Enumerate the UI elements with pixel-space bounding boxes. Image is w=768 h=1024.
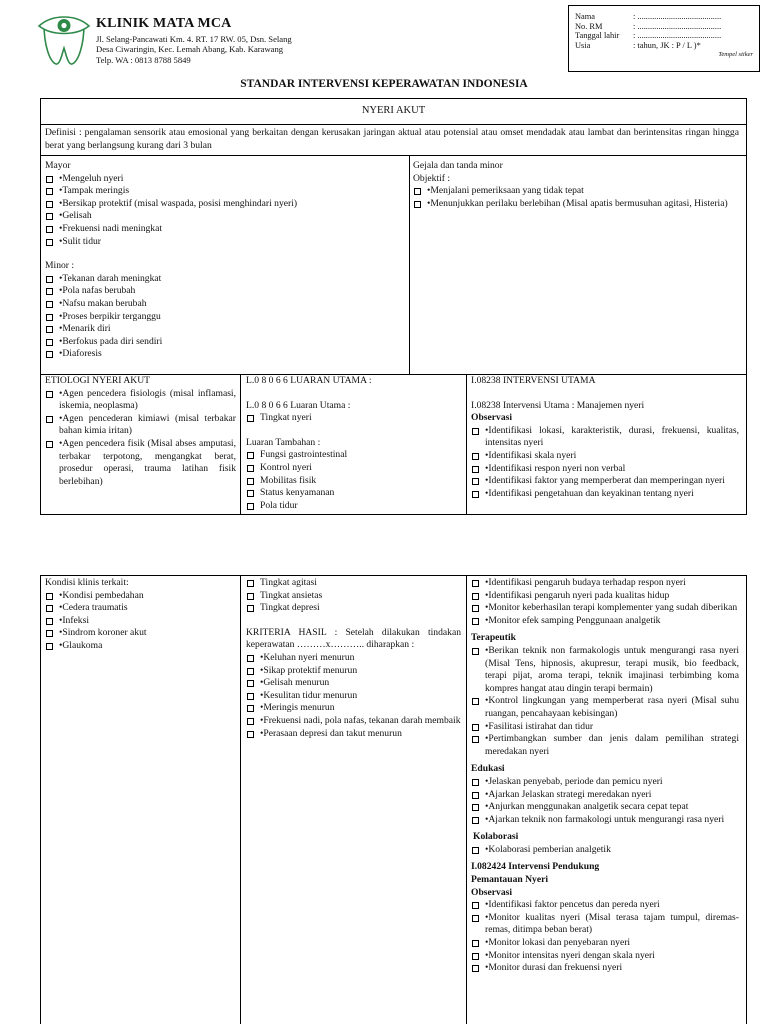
- list-item[interactable]: Kontrol nyeri: [246, 462, 462, 475]
- support-intervention-sub: Pemantauan Nyeri: [471, 874, 549, 886]
- therapeutic-list: [471, 645, 739, 758]
- list-item[interactable]: •Pertimbangkan sumber dan jenis dalam pemilihan strategi meredakan nyeri: [471, 733, 739, 758]
- patient-dob-field[interactable]: Tanggal lahir : ........................................: [575, 31, 722, 41]
- major-minor-section: [45, 160, 405, 372]
- list-item[interactable]: Tingkat agitasi: [246, 577, 461, 590]
- list-item[interactable]: •Gelisah menurun: [246, 677, 461, 690]
- list-item[interactable]: •Sindrom koroner akut: [45, 627, 236, 640]
- list-item[interactable]: •Frekuensi nadi meningkat: [45, 223, 405, 236]
- list-item[interactable]: •Meringis menurun: [246, 702, 461, 715]
- list-item[interactable]: •Cedera traumatis: [45, 602, 236, 615]
- list-item[interactable]: •Glaukoma: [45, 640, 236, 653]
- definition-text: Definisi : pengalaman sensorik atau emosional yang berkaitan dengan kerusakan jaringan aktual atau potensial atau omset mendadak atau lambat dan berintensitas ringan hingga berat yang berlangsung kurang dari 3 bulan: [45, 127, 739, 151]
- list-item[interactable]: •Sikap protektif menurun: [246, 665, 461, 678]
- list-item[interactable]: •Identifikasi pengaruh nyeri pada kualitas hidup: [471, 590, 739, 603]
- clinic-address: [96, 34, 292, 65]
- patient-name-field[interactable]: Nama : ........................................: [575, 12, 722, 21]
- list-item[interactable]: •Kontrol lingkungan yang memperberat rasa nyeri (Misal suhu ruangan, pencahayaan kebisingan): [471, 695, 739, 720]
- list-item[interactable]: •Identifikasi faktor pencetus dan pereda nyeri: [471, 899, 739, 912]
- patient-age-field[interactable]: Usia : tahun, JK : P / L )*: [575, 40, 701, 50]
- list-item[interactable]: •Menarik diri: [45, 323, 405, 336]
- clinic-name: KLINIK MATA MCA: [96, 16, 232, 31]
- document-title: STANDAR INTERVENSI KEPERAWATAN INDONESIA: [240, 78, 528, 90]
- list-item[interactable]: Fungsi gastrointestinal: [246, 449, 462, 462]
- observation-label: Observasi: [471, 412, 513, 424]
- list-item[interactable]: •Identifikasi pengetahuan dan keyakinan tentang nyeri: [471, 488, 739, 501]
- list-item[interactable]: •Jelaskan penyebab, periode dan pemicu nyeri: [471, 776, 739, 789]
- intervention-subheading: I.08238 Intervensi Utama : Manajemen nyeri: [471, 399, 645, 411]
- etiology-section: [45, 375, 236, 514]
- observation-list: [471, 425, 739, 501]
- diagnosis-title: NYERI AKUT: [361, 105, 426, 116]
- list-item[interactable]: •Kolaborasi pemberian analgetik: [471, 844, 739, 857]
- major-list: [45, 173, 405, 249]
- criteria-text: KRITERIA HASIL : Setelah dilakukan tindakan keperawatan ………x……….. diharapkan :: [246, 626, 461, 651]
- list-item[interactable]: •Identifikasi faktor yang memperberat dan memperingan nyeri: [471, 475, 739, 488]
- intervention-main-section: [471, 375, 739, 514]
- collaboration-list: [471, 844, 739, 857]
- support-intervention-label: I.082424 Intervensi Pendukung: [471, 861, 600, 873]
- outcome-extra-list: [246, 449, 462, 512]
- list-item[interactable]: •Menjalani pemeriksaan yang tidak tepat: [413, 185, 739, 198]
- list-item[interactable]: Pola tidur: [246, 500, 462, 513]
- outcome-extra-list-continued: [246, 577, 461, 615]
- intervention-continued-section: [471, 577, 739, 1023]
- list-item[interactable]: •Ajarkan teknik non farmakologi untuk mengurangi rasa nyeri: [471, 814, 739, 827]
- etiology-list: [45, 388, 236, 489]
- list-item[interactable]: •Fasilitasi istirahat dan tidur: [471, 721, 739, 734]
- list-item[interactable]: •Berfokus pada diri sendiri: [45, 336, 405, 349]
- address-line: Jl. Selang-Pancawati Km. 4. RT. 17 RW. 05, Dsn. Selang: [96, 34, 292, 44]
- list-item[interactable]: Mobilitas fisik: [246, 475, 462, 488]
- list-item[interactable]: •Menunjukkan perilaku berlebihan (Misal apatis bermusuhan agitasi, Histeria): [413, 198, 739, 211]
- list-item[interactable]: •Perasaan depresi dan takut menurun: [246, 728, 461, 741]
- outcome-criteria-section: [246, 577, 461, 740]
- list-item[interactable]: •Mengeluh nyeri: [45, 173, 405, 186]
- list-item[interactable]: •Monitor keberhasilan terapi komplementer yang sudah diberikan: [471, 602, 739, 615]
- outcome-extra-label: Luaran Tambahan :: [246, 436, 321, 448]
- list-item[interactable]: •Diaforesis: [45, 348, 405, 361]
- list-item[interactable]: •Berikan teknik non farmakologis untuk mengurangi rasa nyeri (Misal Tens, hipnosis, akupresur, terapi musik, bio feedback, terapi pijat, aroma terapi, teknik imajinasi terbimbing koma kompres hangat atau dingin terapi bermain): [471, 645, 739, 695]
- address-line: Desa Ciwaringin, Kec. Lemah Abang, Kab. Karawang: [96, 44, 284, 55]
- criteria-list: [246, 652, 461, 740]
- list-item[interactable]: •Keluhan nyeri menurun: [246, 652, 461, 665]
- list-item[interactable]: •Agen pencedera fisiologis (misal inflamasi, iskemia, neoplasma): [45, 388, 236, 413]
- sticker-note: Tempel stiker: [718, 51, 753, 59]
- list-item[interactable]: •Agen pencederan kimiawi (misal terbakar bahan kimia iritan): [45, 413, 236, 438]
- therapeutic-label: Terapeutik: [471, 632, 516, 644]
- list-item[interactable]: •Monitor lokasi dan penyebaran nyeri: [471, 937, 739, 950]
- list-item[interactable]: •Identifikasi skala nyeri: [471, 450, 739, 463]
- list-item[interactable]: •Frekuensi nadi, pola nafas, tekanan darah membaik: [246, 715, 461, 728]
- list-item[interactable]: Tingkat nyeri: [246, 412, 462, 425]
- education-list: [471, 776, 739, 826]
- objective-list: [413, 185, 739, 210]
- list-item[interactable]: •Tekanan darah meningkat: [45, 273, 405, 286]
- list-item[interactable]: •Infeksi: [45, 615, 236, 628]
- list-item[interactable]: •Monitor kualitas nyeri (Misal terasa tajam tumpul, diremas-remas, ditimpa beban berat): [471, 912, 739, 937]
- list-item[interactable]: •Nafsu makan berubah: [45, 298, 405, 311]
- list-item[interactable]: Tingkat depresi: [246, 602, 461, 615]
- list-item[interactable]: •Bersikap protektif (misal waspada, posisi menghindari nyeri): [45, 198, 405, 211]
- list-item[interactable]: •Anjurkan menggunakan analgetik secara cepat tepat: [471, 801, 739, 814]
- objective-label: Objektif :: [413, 172, 451, 184]
- clinical-conditions-section: [45, 577, 236, 653]
- minor-signs-label: Gejala dan tanda minor: [413, 160, 503, 171]
- list-item[interactable]: •Kondisi pembedahan: [45, 590, 236, 603]
- clinic-logo: [36, 14, 92, 68]
- support-observation-list: [471, 899, 739, 975]
- list-item[interactable]: •Ajarkan Jelaskan strategi meredakan nyeri: [471, 789, 739, 802]
- etiology-label: ETIOLOGI NYERI AKUT: [45, 375, 150, 386]
- observation-list-continued: [471, 577, 739, 627]
- list-item[interactable]: Status kenyamanan: [246, 487, 462, 500]
- list-item[interactable]: •Identifikasi lokasi, karakteristik, durasi, frekuensi, kualitas, intensitas nyeri: [471, 425, 739, 450]
- list-item[interactable]: •Proses berpikir terganggu: [45, 311, 405, 324]
- list-item[interactable]: •Identifikasi pengaruh budaya terhadap respon nyeri: [471, 577, 739, 590]
- minor-signs-section: [413, 160, 739, 210]
- support-observation-label: Observasi: [471, 886, 513, 898]
- clinical-label: Kondisi klinis terkait:: [45, 577, 129, 588]
- education-label: Edukasi: [471, 763, 505, 775]
- list-item[interactable]: •Pola nafas berubah: [45, 285, 405, 298]
- list-item[interactable]: •Gelisah: [45, 210, 405, 223]
- list-item[interactable]: •Kesulitan tidur menurun: [246, 690, 461, 703]
- list-item[interactable]: •Agen pencedera fisik (Misal abses amputasi, terbakar terpotong, mengangkat berat, prosedur operasi, trauma latihan fisik berlebihan): [45, 438, 236, 488]
- list-item[interactable]: •Sulit tidur: [45, 236, 405, 249]
- minor-label: Minor :: [45, 260, 75, 272]
- outcome-subheading: L.0 8 0 6 6 Luaran Utama :: [246, 399, 351, 411]
- outcome-heading: L.0 8 0 6 6 LUARAN UTAMA :: [246, 375, 372, 386]
- collaboration-label: Kolaborasi: [473, 831, 519, 843]
- patient-rm-field[interactable]: No. RM : ........................................: [575, 21, 722, 31]
- minor-list: [45, 273, 405, 361]
- clinical-list: [45, 590, 236, 653]
- patient-identity-box: [568, 5, 760, 72]
- list-item[interactable]: •Tampak meringis: [45, 185, 405, 198]
- list-item[interactable]: •Monitor intensitas nyeri dengan skala nyeri: [471, 950, 739, 963]
- outcome-section: [246, 375, 462, 514]
- list-item[interactable]: •Monitor durasi dan frekuensi nyeri: [471, 962, 739, 975]
- list-item[interactable]: •Monitor efek samping Penggunaan analgetik: [471, 615, 739, 628]
- major-label: Mayor: [45, 160, 71, 171]
- list-item[interactable]: Tingkat ansietas: [246, 590, 461, 603]
- phone-line: Telp. WA : 0813 8788 5849: [96, 54, 191, 65]
- intervention-heading: I.08238 INTERVENSI UTAMA: [471, 375, 596, 386]
- outcome-main-list: [246, 412, 462, 425]
- list-item[interactable]: •Identifikasi respon nyeri non verbal: [471, 463, 739, 476]
